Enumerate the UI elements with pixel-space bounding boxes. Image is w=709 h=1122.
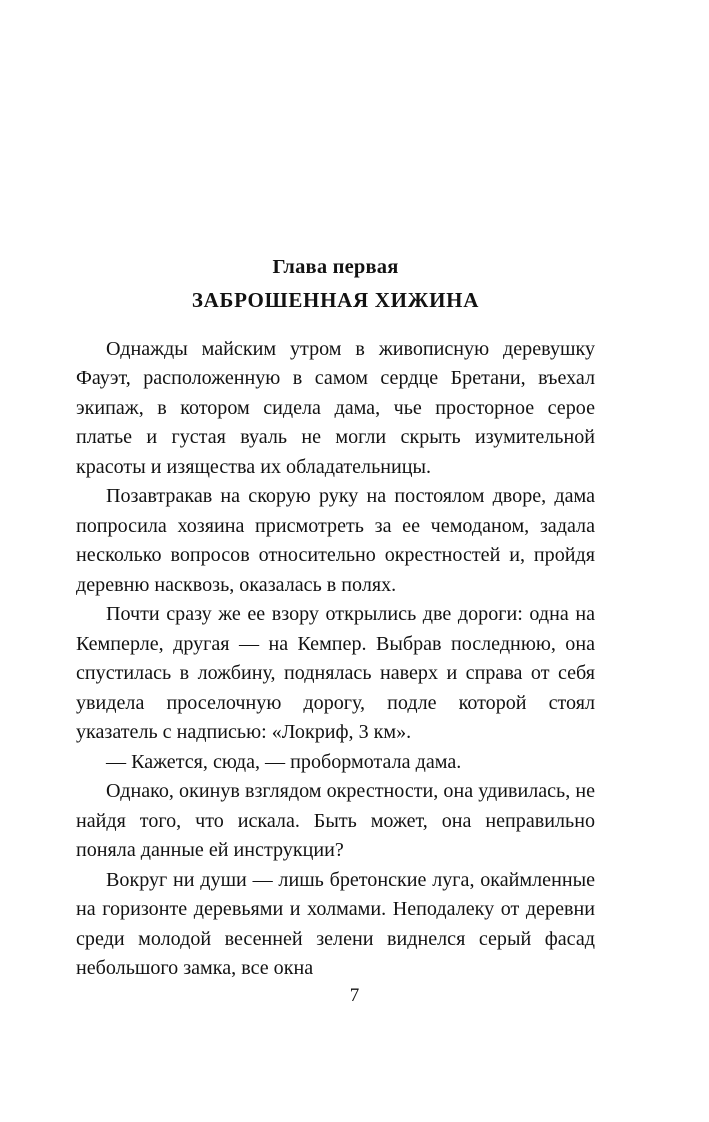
paragraph: Позавтракав на скорую руку на постоялом дворе, дама попросила хозяина присмотреть за ее чемоданом, задала несколько вопросов относительно окрестностей и, пройдя деревню насквозь, оказалась в полях. [76, 485, 595, 596]
page-text-block [76, 255, 595, 984]
page-number: 7 [349, 985, 360, 1006]
paragraph: Почти сразу же ее взору открылись две дороги: одна на Кемперле, другая — на Кемпер. Выбрав последнюю, она спустилась в ложбину, поднялась наверх и справа от себя увидела проселочную дорогу, подле которой стоял указатель с надписью: «Локриф, 3 км». [76, 603, 595, 744]
chapter-title: ЗАБРОШЕННАЯ ХИЖИНА [191, 287, 480, 312]
paragraph: Однако, окинув взглядом окрестности, она удивилась, не найдя того, что искала. Быть может, она неправильно поняла данные ей инструкции? [76, 780, 595, 862]
paragraph: — Кажется, сюда, — пробормотала дама. [106, 750, 462, 773]
chapter-label: Глава первая [272, 256, 399, 278]
paragraph: Вокруг ни души — лишь бретонские луга, окаймленные на горизонте деревьями и холмами. Неподалеку от деревни среди молодой весенней зелени виднелся серый фасад небольшого замка, все окна [76, 868, 595, 980]
paragraph: Однажды майским утром в живописную деревушку Фауэт, расположенную в самом сердце Бретани, въехал экипаж, в котором сидела дама, чье просторное серое платье и густая вуаль не могли скрыть изумительной красоты и изящества их обладательницы. [76, 337, 595, 478]
